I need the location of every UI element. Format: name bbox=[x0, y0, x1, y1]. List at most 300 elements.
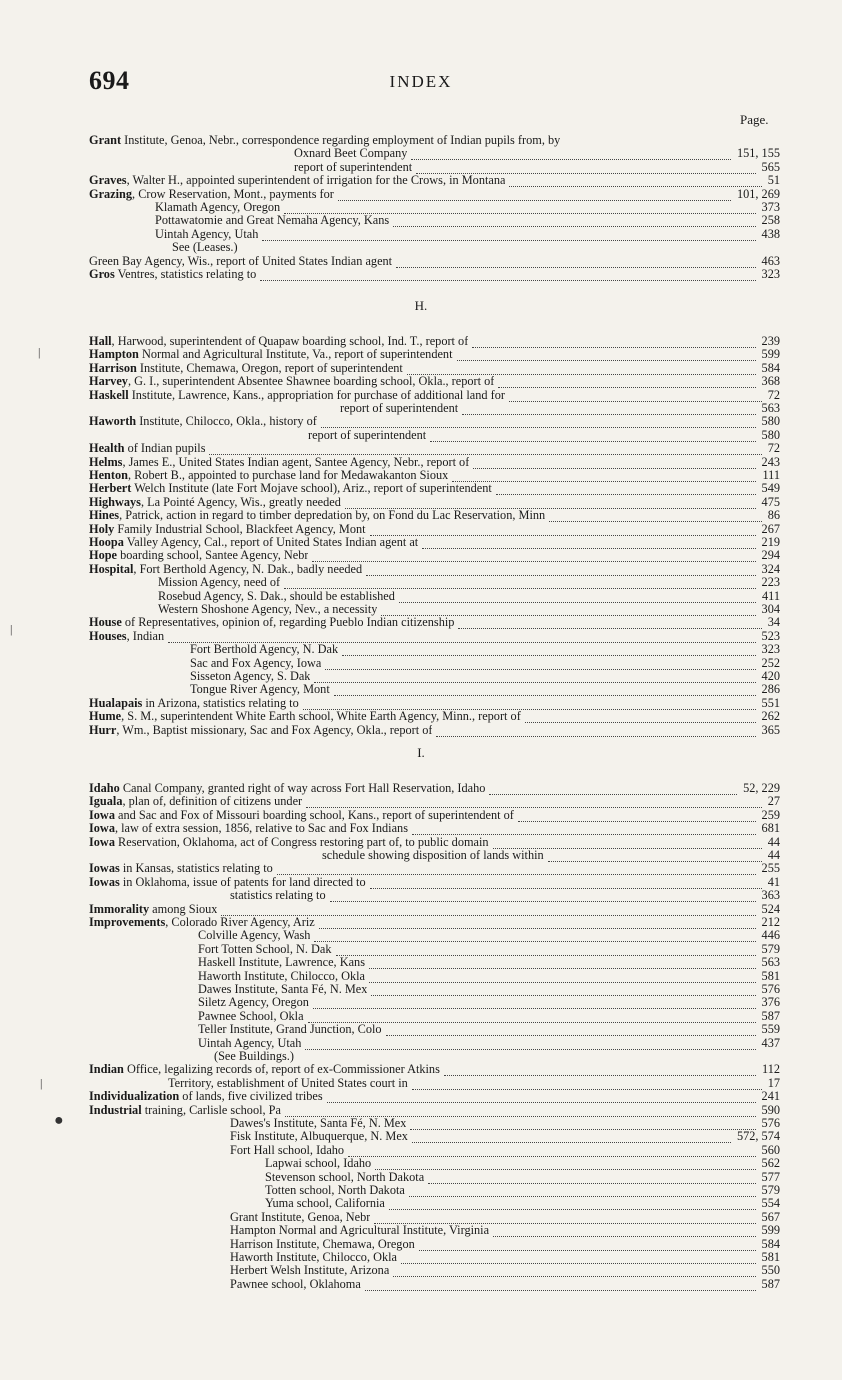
entry-page-number: 368 bbox=[761, 374, 780, 389]
entry-headword: Iowas bbox=[89, 875, 120, 889]
entry-text bbox=[340, 402, 458, 415]
leader-dots bbox=[314, 669, 755, 683]
leader-dots bbox=[496, 481, 756, 495]
entry-headword: Graves bbox=[89, 174, 127, 188]
entry-description: Welch Institute (late Fort Mojave school), Ariz., report of superintendent bbox=[131, 482, 492, 496]
entry-page-number: 420 bbox=[761, 669, 780, 683]
entry-description: report of superintendent bbox=[294, 160, 413, 174]
entry-description: Sisseton Agency, S. Dak bbox=[190, 670, 311, 683]
entry-description: Haworth Institute, Chilocco, Okla bbox=[230, 1251, 397, 1264]
entry-page-number: 567 bbox=[761, 1209, 780, 1224]
entry-description: (See Buildings.) bbox=[214, 1050, 294, 1063]
leader-dots bbox=[389, 1196, 756, 1210]
entry-headword: Iowa bbox=[89, 822, 115, 836]
entry-page-number: 579 bbox=[761, 1183, 780, 1197]
entry-page-number: 41 bbox=[767, 874, 780, 889]
entry-text bbox=[190, 643, 338, 656]
entry-page-number: 580 bbox=[761, 414, 780, 429]
leader-dots bbox=[386, 1022, 756, 1036]
entry-page-number: 243 bbox=[761, 454, 780, 469]
leader-dots bbox=[327, 1089, 756, 1103]
entry-page-number: 294 bbox=[761, 548, 780, 563]
entry-description: Yuma school, California bbox=[265, 1197, 385, 1211]
entry-description: , Crow Reservation, Mont., payments for bbox=[132, 187, 334, 201]
entry-page-number: 324 bbox=[761, 561, 780, 576]
entry-description: Uintah Agency, Utah bbox=[198, 1036, 302, 1050]
entry-description: schedule showing disposition of lands within bbox=[322, 849, 544, 862]
entry-text bbox=[89, 616, 454, 629]
index-entry bbox=[89, 174, 780, 187]
leader-dots bbox=[338, 187, 731, 201]
entry-text bbox=[89, 268, 256, 281]
index-entry bbox=[89, 1104, 780, 1117]
entry-page-number: 580 bbox=[761, 427, 780, 442]
entry-description: , Wm., Baptist missionary, Sac and Fox Agency, Okla., report of bbox=[116, 723, 433, 737]
leader-dots bbox=[308, 1009, 756, 1023]
index-entry bbox=[89, 862, 780, 875]
entry-description: Dawes's Institute, Santa Fé, N. Mex bbox=[230, 1117, 407, 1130]
leader-dots bbox=[370, 875, 762, 889]
index-entry bbox=[89, 1090, 780, 1103]
index-entry bbox=[89, 809, 780, 822]
entry-description: Western Shoshone Agency, Nev., a necessity bbox=[158, 603, 378, 616]
entry-text bbox=[214, 1050, 294, 1063]
entry-description: Uintah Agency, Utah bbox=[155, 227, 259, 241]
entry-page-number: 411 bbox=[762, 588, 780, 603]
index-entry bbox=[294, 161, 780, 174]
entry-description: Ventres, statistics relating to bbox=[114, 268, 257, 281]
entry-description: Haskell Institute, Lawrence, Kans bbox=[198, 956, 365, 970]
entry-headword: Improvements bbox=[89, 916, 166, 929]
leader-dots bbox=[509, 388, 762, 402]
entry-description: Hampton Normal and Agricultural Institute, Virginia bbox=[230, 1224, 490, 1238]
entry-text bbox=[198, 1037, 301, 1050]
index-entry bbox=[89, 509, 780, 522]
index-entry bbox=[89, 916, 780, 929]
index-entry bbox=[89, 188, 780, 201]
leader-dots bbox=[419, 1237, 756, 1251]
index-entry bbox=[89, 724, 780, 737]
index-entry bbox=[89, 389, 780, 402]
index-entry bbox=[190, 657, 780, 670]
entry-page-number: 34 bbox=[767, 615, 780, 630]
entry-page-number: 560 bbox=[761, 1142, 780, 1157]
entry-headword: Harrison bbox=[89, 361, 137, 375]
entry-headword: Health bbox=[89, 442, 125, 456]
entry-description: Green Bay Agency, Wis., report of United States Indian agent bbox=[89, 254, 393, 268]
entry-headword: Helms bbox=[89, 455, 123, 469]
entry-page-number: 17 bbox=[767, 1075, 780, 1090]
leader-dots bbox=[549, 508, 762, 522]
entry-page-number: 212 bbox=[761, 915, 780, 929]
leader-dots bbox=[381, 602, 755, 616]
entry-page-number: 262 bbox=[761, 709, 780, 724]
index-entry bbox=[158, 603, 780, 616]
entry-headword: Grazing bbox=[89, 187, 133, 201]
entry-page-number: 576 bbox=[761, 982, 780, 996]
entry-page-number: 258 bbox=[761, 213, 780, 228]
leader-dots bbox=[305, 1036, 755, 1050]
entry-text bbox=[294, 147, 407, 160]
index-entry bbox=[198, 970, 780, 983]
entry-text bbox=[265, 1184, 405, 1197]
entry-text bbox=[89, 862, 273, 875]
index-entry bbox=[89, 903, 780, 916]
entry-text bbox=[89, 255, 392, 268]
entry-text bbox=[89, 442, 205, 455]
index-entry bbox=[89, 795, 780, 808]
entry-text bbox=[230, 1278, 361, 1291]
leader-dots bbox=[410, 1116, 755, 1130]
entry-description: Klamath Agency, Oregon bbox=[155, 201, 281, 214]
entry-text bbox=[198, 929, 310, 942]
entry-text bbox=[89, 697, 299, 710]
index-entry bbox=[158, 576, 780, 589]
entry-page-number: 111 bbox=[762, 468, 780, 482]
entry-page-number: 151, 155 bbox=[736, 146, 780, 161]
entry-headword: Herbert bbox=[89, 482, 132, 496]
entry-text bbox=[265, 1157, 371, 1170]
index-entry bbox=[230, 1238, 780, 1251]
entry-page-number: 599 bbox=[761, 1223, 780, 1238]
entry-text bbox=[155, 214, 389, 227]
leader-dots bbox=[306, 794, 762, 808]
entry-text bbox=[89, 134, 560, 147]
entry-description: Reservation, Oklahoma, act of Congress restoring part of, to public domain bbox=[114, 835, 489, 849]
leader-dots bbox=[371, 982, 755, 996]
leader-dots bbox=[498, 374, 755, 388]
leader-dots bbox=[411, 146, 731, 160]
leader-dots bbox=[336, 942, 756, 956]
index-entry bbox=[89, 549, 780, 562]
leader-dots bbox=[314, 928, 755, 942]
index-entry bbox=[89, 362, 780, 375]
index-entry bbox=[230, 1264, 780, 1277]
entry-text bbox=[230, 1130, 408, 1143]
entry-text bbox=[89, 903, 217, 916]
index-entry bbox=[198, 1037, 780, 1050]
entry-page-number: 86 bbox=[767, 508, 780, 523]
leader-dots bbox=[334, 682, 756, 696]
leader-dots bbox=[462, 401, 755, 415]
entry-text bbox=[198, 1023, 382, 1036]
margin-mark: | bbox=[40, 1076, 43, 1090]
entry-description: Rosebud Agency, S. Dak., should be established bbox=[158, 589, 395, 603]
leader-dots bbox=[472, 334, 755, 348]
entry-page-number: 376 bbox=[761, 995, 780, 1010]
leader-dots bbox=[458, 615, 761, 629]
entry-text bbox=[190, 657, 321, 670]
leader-dots bbox=[493, 835, 762, 849]
entry-text bbox=[89, 724, 432, 737]
leader-dots bbox=[393, 1263, 755, 1277]
entry-text bbox=[230, 1238, 415, 1251]
entry-headword: Hope bbox=[89, 549, 118, 563]
entry-text bbox=[308, 429, 426, 442]
entry-headword: Iowas bbox=[89, 862, 120, 876]
entry-page-number: 554 bbox=[761, 1196, 780, 1211]
page-number: 694 bbox=[89, 66, 130, 95]
entry-text bbox=[89, 1090, 323, 1103]
entry-text bbox=[89, 876, 366, 889]
entry-page-number: 44 bbox=[767, 834, 780, 849]
entry-text bbox=[190, 683, 330, 696]
entry-headword: Haworth bbox=[89, 415, 137, 429]
entry-description: among Sioux bbox=[149, 902, 218, 916]
entry-text bbox=[198, 983, 367, 996]
entry-page-number: 323 bbox=[761, 642, 780, 657]
entry-description: , plan of, definition of citizens under bbox=[122, 795, 303, 809]
entry-page-number: 373 bbox=[761, 200, 780, 214]
index-entry bbox=[198, 956, 780, 969]
entry-description: , Colorado River Agency, Ariz bbox=[165, 916, 315, 929]
entry-headword: Idaho bbox=[89, 782, 120, 795]
index-entry bbox=[89, 697, 780, 710]
leader-dots bbox=[457, 347, 756, 361]
entry-text bbox=[89, 782, 485, 795]
entry-text bbox=[89, 795, 302, 808]
entry-description: report of superintendent bbox=[340, 402, 459, 415]
leader-dots bbox=[319, 915, 756, 929]
index-entry bbox=[89, 456, 780, 469]
leader-dots bbox=[422, 535, 755, 549]
leader-dots bbox=[412, 821, 756, 835]
leader-dots bbox=[168, 629, 755, 643]
entry-description: Grant Institute, Genoa, Nebr bbox=[230, 1210, 371, 1224]
index-entry bbox=[89, 442, 780, 455]
entry-page-number: 112 bbox=[762, 1062, 780, 1077]
leader-dots bbox=[366, 562, 755, 576]
entry-page-number: 51 bbox=[767, 173, 780, 188]
index-entry bbox=[230, 1224, 780, 1237]
entry-headword: Hoopa bbox=[89, 536, 124, 549]
entry-text bbox=[294, 161, 412, 174]
entry-description: Institute, Chilocco, Okla., history of bbox=[136, 415, 317, 429]
entry-text bbox=[230, 1224, 489, 1237]
leader-dots bbox=[473, 455, 755, 469]
entry-description: , S. M., superintendent White Earth school, White Earth Agency, Minn., report of bbox=[121, 710, 521, 724]
index-entry bbox=[89, 710, 780, 723]
entry-description: Totten school, North Dakota bbox=[265, 1184, 405, 1197]
index-entry bbox=[230, 1278, 780, 1291]
leader-dots bbox=[416, 160, 755, 174]
entry-description: Fort Totten School, N. Dak bbox=[198, 942, 332, 956]
entry-description: Haworth Institute, Chilocco, Okla bbox=[198, 969, 365, 983]
entry-text bbox=[89, 335, 468, 348]
leader-dots bbox=[284, 575, 755, 589]
leader-dots bbox=[221, 902, 755, 916]
entry-text bbox=[89, 469, 448, 482]
entry-description: Institute, Lawrence, Kans., appropriation for purchase of additional land for bbox=[128, 388, 505, 402]
leader-dots bbox=[436, 723, 755, 737]
entry-description: , La Pointé Agency, Wis., greatly needed bbox=[140, 495, 341, 509]
entry-description: Pawnee school, Oklahoma bbox=[230, 1277, 361, 1291]
entry-text bbox=[158, 576, 280, 589]
entry-page-number: 681 bbox=[761, 821, 780, 836]
entry-page-number: 550 bbox=[761, 1263, 780, 1278]
index-entry bbox=[155, 201, 780, 214]
leader-dots bbox=[345, 495, 756, 509]
entry-page-number: 252 bbox=[761, 655, 780, 670]
entry-page-number: 44 bbox=[767, 848, 780, 862]
leader-dots bbox=[393, 213, 755, 227]
entry-headword: Hospital bbox=[89, 562, 134, 576]
index-entry bbox=[230, 1211, 780, 1224]
entry-text bbox=[230, 1264, 389, 1277]
leader-dots bbox=[401, 1250, 756, 1264]
entry-text bbox=[198, 996, 309, 1009]
leader-dots bbox=[369, 969, 756, 983]
leader-dots bbox=[518, 808, 756, 822]
index-entry bbox=[89, 616, 780, 629]
index-entry bbox=[322, 849, 780, 862]
entry-text bbox=[89, 549, 308, 562]
page-title: INDEX bbox=[389, 72, 453, 91]
entry-text bbox=[155, 228, 258, 241]
index-entry bbox=[198, 943, 780, 956]
entry-text bbox=[89, 174, 505, 187]
entry-description: Herbert Welsh Institute, Arizona bbox=[230, 1264, 390, 1278]
entry-text bbox=[158, 590, 395, 603]
entry-text bbox=[230, 1251, 397, 1264]
entry-description: Pawnee School, Okla bbox=[198, 1009, 304, 1023]
entry-page-number: 562 bbox=[761, 1156, 780, 1171]
leader-dots bbox=[412, 1129, 731, 1143]
index-entry bbox=[214, 1050, 780, 1063]
entry-page-number: 584 bbox=[761, 360, 780, 375]
entry-text bbox=[89, 523, 366, 536]
index-entry bbox=[265, 1171, 780, 1184]
index-entry bbox=[190, 643, 780, 656]
leader-dots bbox=[348, 1143, 755, 1157]
entry-page-number: 72 bbox=[767, 387, 780, 402]
entry-page-number: 587 bbox=[761, 1276, 780, 1291]
entry-text bbox=[89, 456, 469, 469]
entry-text bbox=[89, 348, 453, 361]
entry-text bbox=[89, 509, 545, 522]
entry-page-number: 286 bbox=[761, 682, 780, 697]
entry-description: statistics relating to bbox=[230, 889, 326, 903]
entry-text bbox=[89, 916, 315, 929]
entry-description: Canal Company, granted right of way across Fort Hall Reservation, Idaho bbox=[119, 782, 486, 795]
index-entry bbox=[230, 1130, 780, 1143]
section-heading: H. bbox=[414, 298, 428, 313]
index-entry bbox=[230, 1144, 780, 1157]
entry-page-number: 438 bbox=[761, 226, 780, 241]
index-entry bbox=[89, 482, 780, 495]
index-entry bbox=[198, 929, 780, 942]
entry-headword: Iowa bbox=[89, 808, 115, 822]
entry-headword: Highways bbox=[89, 495, 141, 509]
index-entry bbox=[89, 822, 780, 835]
entry-text bbox=[89, 809, 514, 822]
entry-description: Teller Institute, Grand Junction, Colo bbox=[198, 1023, 382, 1037]
entry-headword: Grant bbox=[89, 134, 122, 147]
entry-page-number: 437 bbox=[761, 1035, 780, 1050]
entry-description: , Harwood, superintendent of Quapaw boarding school, Ind. T., report of bbox=[111, 335, 469, 348]
entry-description: Fisk Institute, Albuquerque, N. Mex bbox=[230, 1130, 408, 1144]
index-entry bbox=[89, 375, 780, 388]
entry-page-number: 579 bbox=[761, 941, 780, 956]
entry-page-number: 101, 269 bbox=[736, 186, 780, 201]
leader-dots bbox=[399, 589, 756, 603]
entry-page-number: 563 bbox=[761, 401, 780, 415]
entry-headword: Hume bbox=[89, 710, 122, 724]
section-heading: I. bbox=[417, 745, 425, 760]
index-entry bbox=[294, 147, 780, 160]
entry-description: Dawes Institute, Santa Fé, N. Mex bbox=[198, 983, 368, 996]
entry-page-number: 581 bbox=[761, 968, 780, 983]
entry-description: , Fort Berthold Agency, N. Dak., badly needed bbox=[133, 562, 363, 576]
entry-page-number: 27 bbox=[767, 794, 780, 809]
index-entry bbox=[89, 415, 780, 428]
entry-text bbox=[190, 670, 310, 683]
margin-dot: ● bbox=[54, 1112, 64, 1129]
entry-text bbox=[265, 1197, 385, 1210]
entry-headword: Holy bbox=[89, 522, 115, 536]
entry-headword: Industrial bbox=[89, 1103, 142, 1117]
margin-mark: | bbox=[38, 345, 41, 359]
entry-description: Sac and Fox Agency, Iowa bbox=[190, 656, 322, 670]
entry-headword: Indian bbox=[89, 1063, 124, 1077]
entry-description: , Patrick, action in regard to timber depredation by, on Fond du Lac Reservation, Minn bbox=[119, 509, 546, 523]
leader-dots bbox=[370, 522, 756, 536]
index-entry bbox=[168, 1077, 780, 1090]
leader-dots bbox=[312, 548, 755, 562]
entry-description: Normal and Agricultural Institute, Va., report of superintendent bbox=[138, 348, 453, 362]
page-column-header: Page. bbox=[740, 112, 769, 127]
entry-page-number: 463 bbox=[761, 253, 780, 268]
entry-description: Siletz Agency, Oregon bbox=[198, 996, 309, 1010]
entry-page-number: 590 bbox=[761, 1102, 780, 1117]
entry-description: Territory, establishment of United States court in bbox=[168, 1076, 408, 1090]
leader-dots bbox=[374, 1210, 755, 1224]
entry-headword: Harvey bbox=[89, 375, 128, 389]
entry-page-number: 587 bbox=[761, 1008, 780, 1023]
entry-headword: Hines bbox=[89, 509, 120, 523]
entry-description: of Indian pupils bbox=[124, 442, 206, 456]
entry-headword: Henton bbox=[89, 469, 128, 482]
entry-page-number: 584 bbox=[761, 1236, 780, 1251]
leader-dots bbox=[262, 227, 755, 241]
entry-text bbox=[172, 241, 238, 254]
entry-description: in Kansas, statistics relating to bbox=[119, 862, 273, 876]
leader-dots bbox=[285, 1103, 756, 1117]
margin-mark: | bbox=[10, 622, 13, 636]
leader-dots bbox=[365, 1277, 756, 1291]
entry-text bbox=[89, 482, 492, 495]
entry-text bbox=[89, 710, 521, 723]
entry-page-number: 572, 574 bbox=[736, 1129, 780, 1144]
entry-page-number: 581 bbox=[761, 1250, 780, 1264]
entry-description: of Representatives, opinion of, regarding Pueblo Indian citizenship bbox=[121, 616, 455, 630]
entry-page-number: 565 bbox=[761, 159, 780, 174]
index-entry bbox=[308, 429, 780, 442]
entry-text bbox=[198, 956, 365, 969]
entry-headword: Iowa bbox=[89, 835, 115, 849]
entry-description: Pottawatomie and Great Nemaha Agency, Kans bbox=[155, 214, 390, 228]
index-entry bbox=[89, 496, 780, 509]
leader-dots bbox=[325, 656, 755, 670]
leader-dots bbox=[407, 361, 756, 375]
entry-page-number: 549 bbox=[761, 481, 780, 496]
entry-page-number: 577 bbox=[761, 1169, 780, 1184]
leader-dots bbox=[396, 254, 755, 268]
index-entry bbox=[89, 782, 780, 795]
entry-description: Harrison Institute, Chemawa, Oregon bbox=[230, 1237, 415, 1251]
index-entry bbox=[89, 1063, 780, 1076]
entry-text bbox=[230, 889, 326, 902]
